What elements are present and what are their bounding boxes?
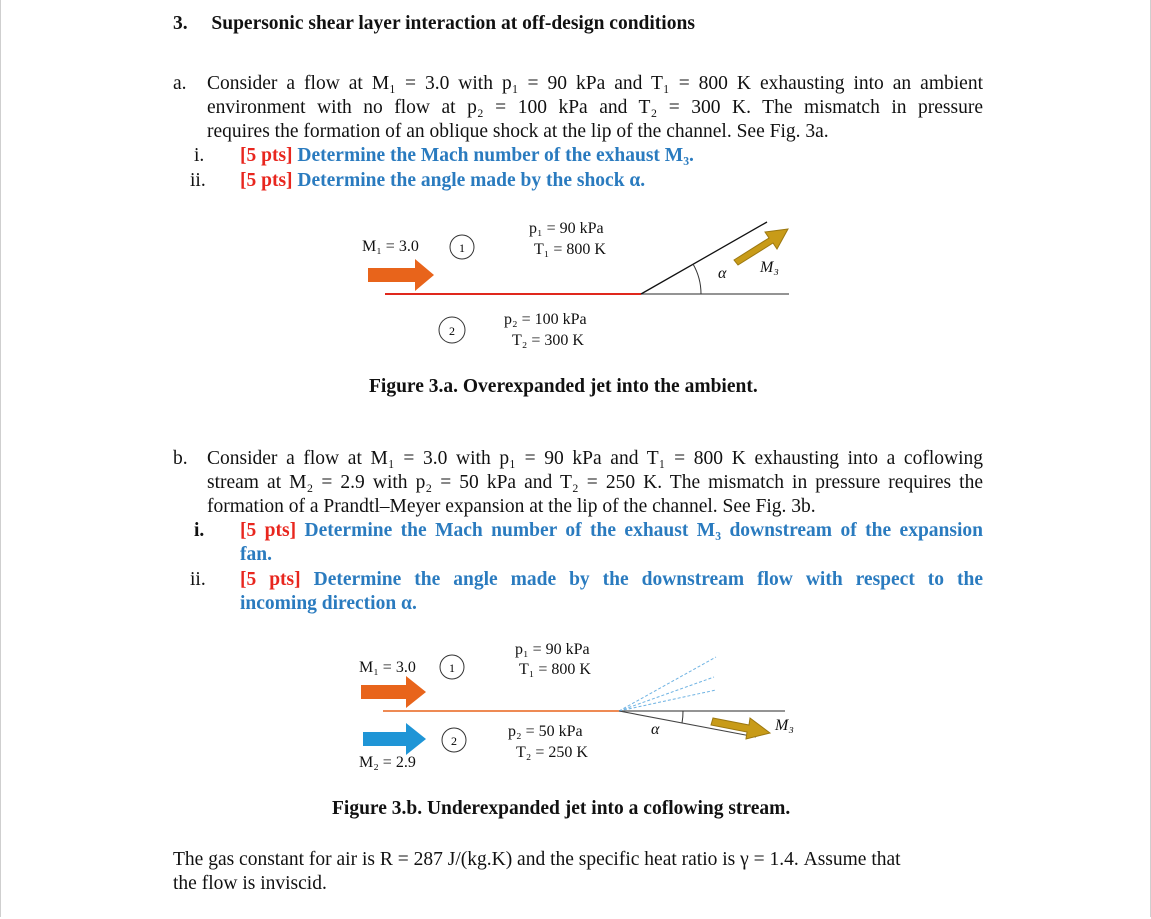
expansion-fan-ray-1 bbox=[619, 657, 716, 711]
question-a-i-text: Determine the Mach number of the exhaust M₃. bbox=[297, 145, 694, 166]
question-b-i-line-2: fan. bbox=[240, 544, 272, 565]
fig-a-p2-label: p₂ = 100 kPa bbox=[504, 311, 587, 328]
question-b-ii-text: Determine the angle made by the downstream flow with respect to the bbox=[313, 569, 983, 590]
fig-b-m2-label: M₂ = 2.9 bbox=[359, 754, 416, 771]
part-a-line-3: requires the formation of an oblique shock at the lip of the channel. See Fig. 3a. bbox=[207, 121, 829, 142]
question-a-ii-text: Determine the angle made by the shock α. bbox=[297, 170, 646, 191]
part-b-line-1: Consider a flow at M₁ = 3.0 with p₁ = 90 kPa and T₁ = 800 K exhausting into a coflowing bbox=[207, 448, 983, 469]
question-b-ii-line-2: incoming direction α. bbox=[240, 593, 417, 614]
fig-b-alpha-label: α bbox=[651, 721, 660, 738]
fig-a-m1-label: M₁ = 3.0 bbox=[362, 238, 419, 255]
section-title: Supersonic shear layer interaction at off-design conditions bbox=[211, 13, 695, 34]
region-2-number: 2 bbox=[449, 324, 455, 338]
part-a-line-2: environment with no flow at p₂ = 100 kPa and T₂ = 300 K. The mismatch in pressure bbox=[207, 97, 983, 118]
fig-a-t2-label: T₂ = 300 K bbox=[512, 332, 584, 349]
part-b-line-2: stream at M₂ = 2.9 with p₂ = 50 kPa and T₂ = 250 K. The mismatch in pressure requires the bbox=[207, 472, 983, 493]
figure-3a-caption: Figure 3.a. Overexpanded jet into the ambient. bbox=[369, 376, 758, 397]
fig-a-m3-label: M₃ bbox=[760, 259, 779, 276]
region-1-number: 1 bbox=[459, 241, 465, 255]
question-a-ii-number: ii. bbox=[190, 170, 206, 191]
part-a-line-1: Consider a flow at M₁ = 3.0 with p₁ = 90 kPa and T₁ = 800 K exhausting into an ambient bbox=[207, 73, 983, 94]
question-b-i-points: [5 pts] bbox=[240, 520, 297, 541]
figure-3b-caption: Figure 3.b. Underexpanded jet into a coflowing stream. bbox=[332, 798, 791, 819]
part-a-label: a. bbox=[173, 73, 187, 94]
fig-b-m1-label: M₁ = 3.0 bbox=[359, 659, 416, 676]
fig-b-incoming-flow-arrow bbox=[361, 676, 426, 708]
fig-b-t2-label: T₂ = 250 K bbox=[516, 744, 588, 761]
question-b-ii-points: [5 pts] bbox=[240, 569, 301, 590]
fig-a-alpha-label: α bbox=[718, 265, 727, 282]
fig-a-t1-label: T₁ = 800 K bbox=[534, 241, 606, 258]
fig-b-region-2-number: 2 bbox=[451, 734, 457, 748]
fig-b-exhaust-flow-arrow bbox=[711, 718, 770, 739]
part-b-label: b. bbox=[173, 448, 188, 469]
footer-line-2: the flow is inviscid. bbox=[173, 873, 327, 894]
question-b-ii-number: ii. bbox=[190, 569, 206, 590]
fig-b-region-1-number: 1 bbox=[449, 661, 455, 675]
fig-b-p2-label: p₂ = 50 kPa bbox=[508, 723, 583, 740]
question-a-i-points: [5 pts] bbox=[240, 145, 293, 166]
fig-a-p1-label: p₁ = 90 kPa bbox=[529, 220, 604, 237]
fig-b-alpha-arc bbox=[682, 711, 683, 723]
question-a-ii-points: [5 pts] bbox=[240, 170, 293, 191]
question-b-i-text: Determine the Mach number of the exhaust M₃ downstream of the expansion bbox=[304, 520, 983, 541]
fig-b-t1-label: T₁ = 800 K bbox=[519, 661, 591, 678]
question-b-i-number: i. bbox=[194, 520, 205, 541]
figure-3b bbox=[1, 0, 1150, 917]
fig-b-m3-label: M₃ bbox=[775, 717, 794, 734]
fig-b-p1-label: p₁ = 90 kPa bbox=[515, 641, 590, 658]
coflow-arrow bbox=[363, 723, 426, 755]
footer-line-1: The gas constant for air is R = 287 J/(kg.K) and the specific heat ratio is γ = 1.4. Assume that bbox=[173, 849, 901, 870]
section-number: 3. bbox=[173, 13, 188, 34]
part-b-line-3: formation of a Prandtl–Meyer expansion at the lip of the channel. See Fig. 3b. bbox=[207, 496, 816, 517]
question-a-i-number: i. bbox=[194, 145, 205, 166]
